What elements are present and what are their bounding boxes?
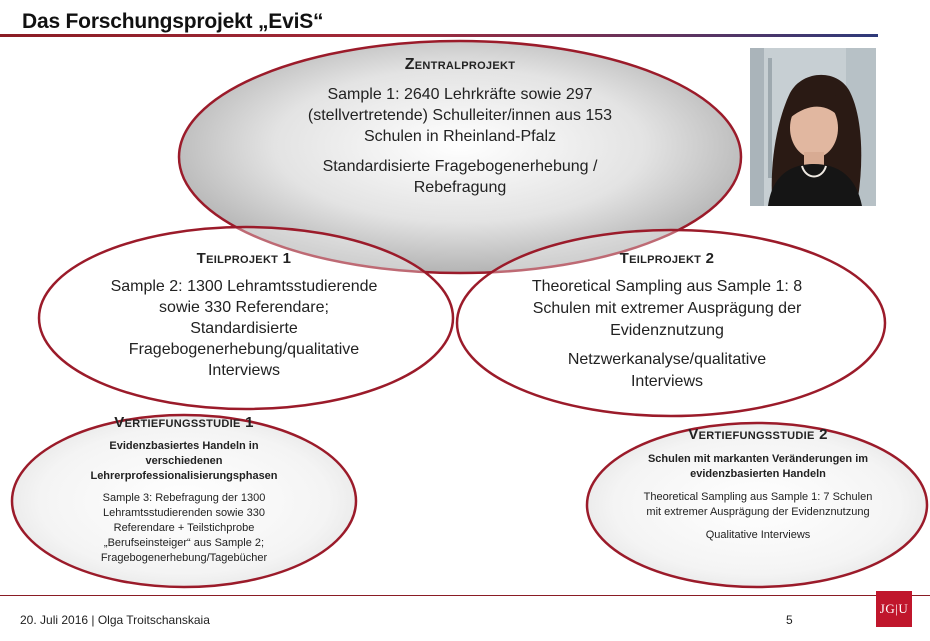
teilprojekt-2-method: Netzwerkanalyse/qualitative Interviews (567, 351, 767, 390)
zentralprojekt-method: Standardisierte Fragebogenerhebung / Rebefragung (322, 158, 598, 196)
footer-date-author: 20. Juli 2016 | Olga Troitschanskaia (20, 613, 210, 627)
slide-title: Das Forschungsprojekt „EviS“ (22, 10, 324, 33)
vertiefungsstudie-1-text (74, 414, 294, 566)
teilprojekt-2-text (518, 250, 816, 393)
vertiefungsstudie-2-method: Qualitative Interviews (705, 529, 811, 541)
vertiefungsstudie-2-sample: Theoretical Sampling aus Sample 1: 7 Schulen mit extremer Ausprägung der Evidenznutzung (643, 491, 873, 518)
zentralprojekt-heading: Zentralprojekt (404, 56, 516, 73)
vertiefungsstudie-1-heading: Vertiefungsstudie 1 (114, 414, 254, 431)
teilprojekt-1-text (106, 250, 382, 381)
jgu-logo (876, 591, 912, 627)
portrait-photo (750, 48, 876, 206)
teilprojekt-1-description: Sample 2: 1300 Lehramtsstudierende sowie 330 Referendare; Standardisierte Fragebogenerhebung/qualitative Interviews (110, 278, 378, 379)
vertiefungsstudie-2-topic: Schulen mit markanten Veränderungen im evidenzbasierten Handeln (647, 453, 869, 480)
teilprojekt-1-heading: Teilprojekt 1 (196, 250, 292, 267)
vertiefungsstudie-2-heading: Vertiefungsstudie 2 (688, 426, 828, 443)
teilprojekt-2-heading: Teilprojekt 2 (619, 250, 715, 267)
vertiefungsstudie-1-sample: Sample 3: Rebefragung der 1300 Lehramtsstudierenden sowie 330 Referendare + Teilstichprobe „Berufseinsteiger“ aus Sample 2; Fragebogenerhebung/Tagebücher (100, 492, 268, 564)
vertiefungsstudie-2-text (640, 426, 876, 543)
page-number: 5 (786, 613, 793, 627)
jgu-logo-text: JG|U (879, 601, 909, 616)
zentralprojekt-sample: Sample 1: 2640 Lehrkräfte sowie 297 (stellvertretende) Schulleiter/innen aus 153 Schulen in Rheinland-Pfalz (307, 86, 613, 145)
footer-rule (0, 595, 930, 596)
zentralprojekt-text (285, 56, 635, 198)
teilprojekt-2-sample: Theoretical Sampling aus Sample 1: 8 Schulen mit extremer Ausprägung der Evidenznutzung (531, 278, 803, 339)
vertiefungsstudie-1-topic: Evidenzbasiertes Handeln in verschiedenen Lehrerprofessionalisierungsphasen (90, 440, 278, 482)
